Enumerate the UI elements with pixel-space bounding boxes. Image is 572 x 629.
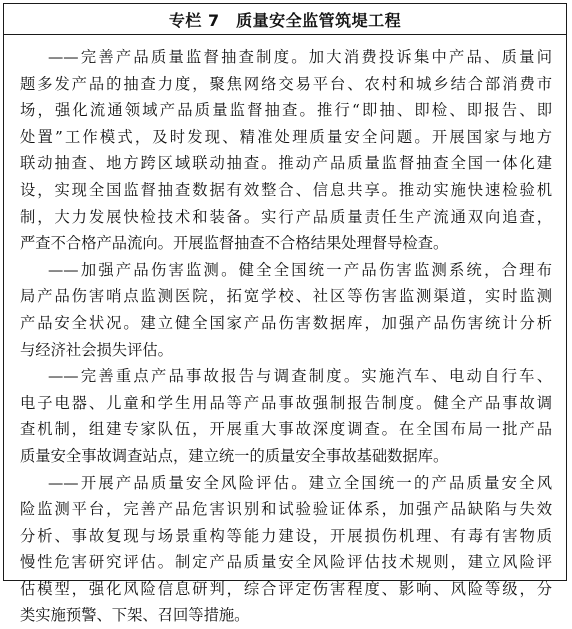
text-line: 制，大力发展快检技术和装备。实行产品质量责任生产流通双向追查， bbox=[20, 204, 552, 231]
text-line: 局产品伤害哨点监测医院，拓宽学校、社区等伤害监测渠道，实时监测 bbox=[20, 283, 552, 310]
text-line: 分析、事故复现与场景重构等能力建设，开展损伤机理、有毒有害物质 bbox=[20, 523, 552, 550]
title-bar bbox=[4, 4, 566, 35]
text-line: ——完善重点产品事故报告与调查制度。实施汽车、电动自行车、 bbox=[20, 363, 552, 390]
box-body bbox=[20, 44, 552, 629]
text-line: 质量安全事故调查站点，建立统一的质量安全事故基础数据库。 bbox=[20, 443, 552, 470]
sidebar-box bbox=[3, 3, 567, 581]
injury-monitoring-paragraph bbox=[20, 257, 552, 363]
text-line: 慢性危害研究评估。制定产品质量安全风险评估技术规则，建立风险评 bbox=[20, 549, 552, 576]
text-line: 场，强化流通领域产品质量监督抽查。推行“即抽、即检、即报告、即 bbox=[20, 97, 552, 124]
quality-inspection-paragraph bbox=[20, 44, 552, 257]
text-line: 严查不合格产品流向。开展监督抽查不合格结果处理督导检查。 bbox=[20, 230, 552, 257]
text-line: 险监测平台，完善产品危害识别和试验验证体系，加强产品缺陷与失效 bbox=[20, 496, 552, 523]
text-line: ——加强产品伤害监测。健全全国统一产品伤害监测系统，合理布 bbox=[20, 257, 552, 284]
text-line: 产品安全状况。建立健全国家产品伤害数据库，加强产品伤害统计分析 bbox=[20, 310, 552, 337]
text-line: 处置”工作模式，及时发现、精准处理质量安全问题。开展国家与地方 bbox=[20, 124, 552, 151]
accident-report-paragraph bbox=[20, 363, 552, 469]
text-line: 估模型，强化风险信息研判，综合评定伤害程度、影响、风险等级，分 bbox=[20, 576, 552, 603]
text-line: 与经济社会损失评估。 bbox=[20, 337, 552, 364]
text-line: 题多发产品的抽查力度，聚焦网络交易平台、农村和城乡结合部消费市 bbox=[20, 71, 552, 98]
text-line: 联动抽查、地方跨区域联动抽查。推动产品质量监督抽查全国一体化建 bbox=[20, 150, 552, 177]
text-line: 类实施预警、下架、召回等措施。 bbox=[20, 602, 552, 629]
text-line: ——完善产品质量监督抽查制度。加大消费投诉集中产品、质量问 bbox=[20, 44, 552, 71]
box-title: 专栏 7 质量安全监管筑堤工程 bbox=[169, 8, 401, 31]
text-line: 设，实现全国监督抽查数据有效整合、信息共享。推动实施快速检验机 bbox=[20, 177, 552, 204]
text-line: 查机制，组建专家队伍，开展重大事故深度调查。在全国布局一批产品 bbox=[20, 416, 552, 443]
risk-assessment-paragraph bbox=[20, 470, 552, 629]
text-line: 电子电器、儿童和学生用品等产品事故强制报告制度。健全产品事故调 bbox=[20, 390, 552, 417]
text-line: ——开展产品质量安全风险评估。建立全国统一的产品质量安全风 bbox=[20, 470, 552, 497]
